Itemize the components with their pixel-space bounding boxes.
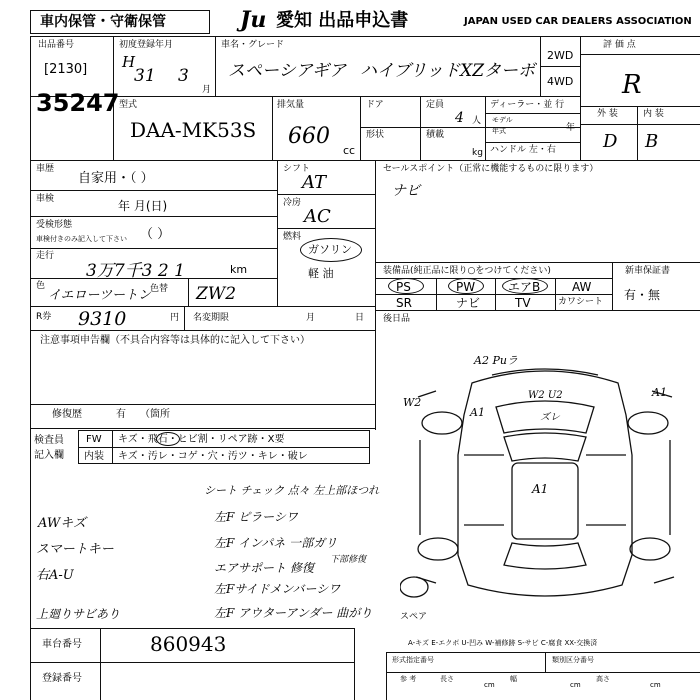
- class-number-label: 類別区分番号: [552, 656, 594, 664]
- int-label: 内装: [84, 451, 104, 462]
- selling-points-value: ナビ: [392, 183, 420, 199]
- fw-text: キズ・飛石・ヒビ割・リペア跡・X要: [118, 434, 285, 445]
- diagram-mark-w2-u2: W2 U2: [528, 390, 563, 401]
- equip-seat: カワシート: [558, 297, 604, 307]
- equip-aw: AW: [572, 280, 592, 294]
- rating-label: 評 価 点: [603, 40, 636, 50]
- mileage-value: 3万7千3 2 1: [86, 261, 185, 281]
- car-damage-diagram: [400, 345, 690, 615]
- lot-label: 出品番号: [38, 40, 75, 50]
- first-reg-label: 初度登録年月: [119, 40, 174, 50]
- history-label: 車歴: [36, 164, 55, 174]
- handle-label: ハンドル 左・右: [490, 145, 556, 155]
- equip-airbag: エアB: [508, 280, 541, 294]
- recycle-label: R券: [36, 312, 52, 322]
- repair-history-label: 修復歴: [52, 409, 82, 420]
- color-value: イエローツートン: [48, 288, 151, 303]
- model-code: DAA-MK53S: [130, 118, 257, 142]
- name-change-day: 日: [355, 313, 365, 323]
- repair-location: （箇所: [140, 409, 170, 420]
- equip-sr: SR: [396, 296, 412, 310]
- insurance-value: 有・無: [624, 288, 661, 302]
- car-name-label: 車名・グレード: [221, 40, 285, 50]
- notes-label: 注意事項申告欄（不具合内容等は具体的に記入して下さい）: [40, 335, 310, 346]
- drive-2wd: 2WD: [547, 49, 574, 62]
- exterior-grade: D: [603, 131, 618, 152]
- dealer-label: ディーラー・並 行: [490, 100, 565, 110]
- recycle-value: 9310: [78, 308, 127, 330]
- interior-grade: B: [645, 131, 659, 152]
- ju-logo: Ju: [240, 7, 267, 33]
- form-number-label: 形式指定番号: [392, 656, 434, 664]
- model-year-label: モデル: [492, 116, 513, 124]
- name-change-label: 名変期限: [193, 313, 230, 323]
- history-value: 自家用・（ ）: [78, 171, 154, 186]
- capacity-unit: 人: [472, 116, 482, 126]
- remark-small-note: 下部修復: [330, 555, 367, 565]
- equipment-label: 装備品(純正品に限り○をつけてください): [383, 266, 551, 276]
- insurance-label: 新車保証書: [625, 266, 671, 276]
- storage-title: 車内保管・守衛保管: [40, 14, 166, 30]
- after-label: 後日品: [383, 314, 411, 324]
- shape-label: 形状: [366, 130, 385, 140]
- first-reg-month: 3: [178, 66, 189, 86]
- length-unit: cm: [484, 681, 495, 689]
- displacement-value: 660: [288, 124, 330, 149]
- diagram-mark-w2-left: W2: [403, 396, 422, 409]
- yen-unit: 円: [170, 313, 180, 323]
- int-text: キズ・汚レ・コゲ・穴・汚ツ・キレ・破レ: [118, 451, 308, 462]
- car-grade: ハイブリッドXZターボ: [360, 61, 536, 81]
- remark-right-6: 左F アウターアンダー 曲がり: [214, 606, 373, 620]
- color-label: 色: [36, 281, 46, 291]
- remark-right-4: エアサポート 修復: [214, 561, 314, 575]
- mileage-label: 走行: [36, 251, 55, 261]
- car-name: スペーシアギア: [228, 61, 346, 81]
- capacity-label: 定員: [426, 100, 445, 110]
- kg-unit: kg: [472, 148, 483, 158]
- mileage-unit: km: [230, 263, 248, 276]
- shift-label: シフト: [283, 164, 311, 174]
- exterior-label: 外 装: [597, 109, 618, 119]
- color-change-label: 色替: [150, 284, 169, 294]
- shift-value: AT: [302, 172, 327, 193]
- remark-left-1: AWキズ: [38, 516, 86, 531]
- chassis-label: 車台番号: [42, 639, 82, 650]
- entry-label: 記入欄: [34, 450, 64, 461]
- diagram-mark-a1-right: A1: [652, 386, 667, 399]
- acceptance-value: （ ）: [140, 227, 171, 242]
- month-suffix: 月: [202, 85, 212, 95]
- inspection-label: 車検: [36, 194, 55, 204]
- load-label: 積載: [426, 130, 445, 140]
- interior-label: 内 装: [643, 109, 664, 119]
- inspection-value: 年 月(日): [118, 199, 168, 213]
- height-unit: cm: [650, 681, 661, 689]
- model-label: 型式: [119, 100, 138, 110]
- equip-pw: PW: [456, 280, 476, 294]
- width-unit: cm: [570, 681, 581, 689]
- equip-navi: ナビ: [456, 296, 481, 310]
- model-year-sub: 年式: [492, 127, 506, 135]
- width-label: 幅: [510, 675, 517, 683]
- form-number-sub: 参 考: [400, 675, 417, 683]
- ac-value: AC: [304, 206, 331, 227]
- remark-right-1: シート チェック 点々 左上部ほつれ: [204, 484, 380, 497]
- cc-unit: cc: [343, 144, 356, 157]
- lot-number: 35247: [36, 89, 120, 117]
- fuel-label: 燃料: [283, 232, 302, 242]
- door-label: ドア: [366, 100, 384, 110]
- diagram-mark-top: A2 Puラ: [474, 354, 518, 367]
- year-suffix: 年: [566, 123, 576, 133]
- equip-tv: TV: [515, 296, 531, 310]
- selling-points-label: セールスポイント（正常に機能するものに限ります）: [383, 164, 599, 174]
- drive-4wd: 4WD: [547, 75, 574, 88]
- diagram-mark-a1-left: A1: [470, 406, 485, 419]
- fuel-gasoline: ガソリン: [308, 243, 352, 256]
- first-reg-year: 31: [134, 66, 156, 86]
- repair-have: 有: [116, 409, 126, 420]
- overall-rating: R: [622, 70, 642, 100]
- chassis-value: 860943: [150, 632, 227, 656]
- diagram-mark-a1-roof: A1: [532, 482, 549, 496]
- remark-right-2: 左F ピラーシワ: [214, 510, 298, 524]
- inspector-label: 検査員: [34, 435, 64, 446]
- remark-left-2: スマートキー: [36, 542, 114, 557]
- name-change-month: 月: [306, 313, 316, 323]
- height-label: 高さ: [596, 675, 610, 683]
- fuel-diesel: 軽 油: [308, 267, 334, 280]
- remark-right-5: 左Fサイドメンバーシワ: [214, 582, 341, 596]
- damage-legend: A-キズ E-エクボ U-凹み W-補修跡 S-サビ C-腐食 XX-交換済: [408, 639, 598, 647]
- length-label: 長さ: [440, 675, 454, 683]
- capacity-value: 4: [455, 110, 464, 126]
- color-code: ZW2: [196, 284, 237, 304]
- equip-ps: PS: [396, 280, 411, 294]
- remark-right-3: 左F インパネ 一部ガリ: [214, 536, 338, 550]
- lot-code: [2130]: [44, 62, 88, 77]
- spare-label: スペア: [400, 612, 428, 622]
- first-reg-era: H: [122, 53, 136, 71]
- acceptance-note: 車検付きのみ記入して下さい: [36, 235, 127, 243]
- displacement-label: 排気量: [277, 100, 305, 110]
- remark-left-3: 右A-U: [36, 568, 74, 583]
- reg-label: 登録番号: [42, 673, 82, 684]
- acceptance-label: 受検形態: [36, 220, 73, 230]
- form-title: 愛知 出品申込書: [276, 10, 409, 31]
- remark-left-4: 上廻りサビあり: [36, 607, 121, 621]
- diagram-mark-zure: ズレ: [540, 412, 560, 423]
- fw-label: FW: [86, 434, 102, 445]
- association-name: JAPAN USED CAR DEALERS ASSOCIATION: [464, 16, 692, 27]
- ac-label: 冷房: [283, 198, 302, 208]
